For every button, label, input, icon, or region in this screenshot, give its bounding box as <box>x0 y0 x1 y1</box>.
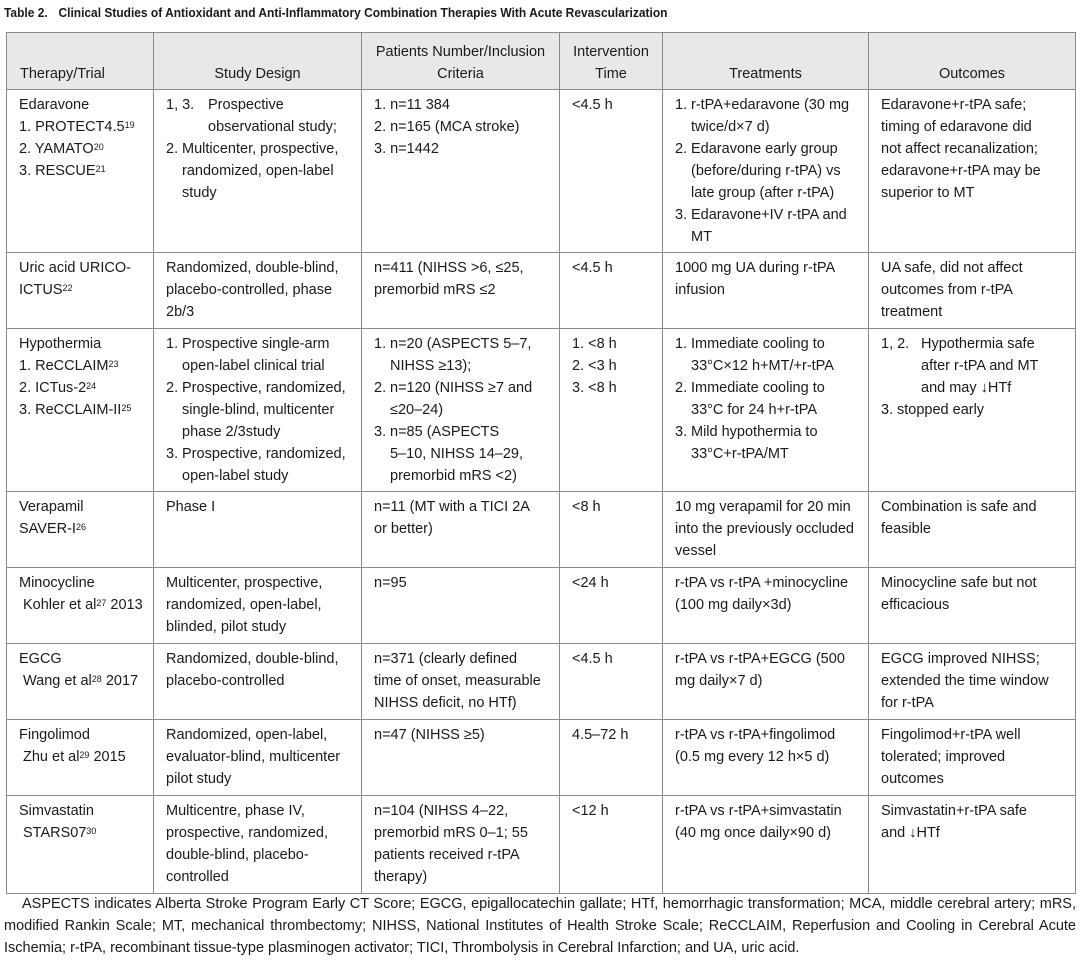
patients-list <box>374 333 551 487</box>
list-item <box>675 377 860 421</box>
design-cell <box>154 644 362 720</box>
design-cell <box>154 329 362 492</box>
design-text: Randomized, open-label, evaluator-blind, multicenter pilot study <box>166 727 341 787</box>
time-cell <box>560 796 663 894</box>
therapy-name: Simvastatin <box>19 803 94 819</box>
trial-name: Wang et al <box>23 673 92 689</box>
trial-line <box>19 594 145 616</box>
item-number: 2. <box>166 141 179 157</box>
outcomes-text: UA safe, did not affect outcomes from r-tPA treatment <box>881 260 1023 320</box>
patients-cell <box>362 492 560 568</box>
item-text: n=20 (ASPECTS 5–7, NIHSS ≥13); <box>390 336 532 374</box>
treatment-cell <box>663 329 869 492</box>
treatment-text: r-tPA vs r-tPA+fingolimod (0.5 mg every 12 h×5 d) <box>675 727 836 765</box>
design-text: Multicenter, prospective, randomized, open-label, blinded, pilot study <box>166 575 323 635</box>
time-cell <box>560 90 663 253</box>
item-text: Edaravone+IV r-tPA and MT <box>691 207 847 245</box>
outcomes-cell <box>869 796 1076 894</box>
patients-cell <box>362 253 560 329</box>
trial-line <box>19 822 145 844</box>
table-row <box>7 329 1076 492</box>
trial-line <box>19 746 145 768</box>
list-item <box>881 399 1067 421</box>
treatment-cell <box>663 568 869 644</box>
time-text: <4.5 h <box>572 260 613 276</box>
item-text: Prospective observational study; <box>208 97 337 135</box>
column-header-design: Study Design <box>154 33 362 90</box>
list-item <box>675 421 860 465</box>
item-text: Prospective, randomized, single-blind, multicenter phase 2/3study <box>182 380 346 440</box>
column-header-outcomes: Outcomes <box>869 33 1076 90</box>
therapy-name: Minocycline <box>19 575 95 591</box>
time-cell <box>560 253 663 329</box>
time-text: <4.5 h <box>572 97 613 113</box>
list-item <box>675 204 860 248</box>
list-item <box>675 94 860 138</box>
item-text: Mild hypothermia to 33°C+r-tPA/MT <box>691 424 818 462</box>
table-row <box>7 253 1076 329</box>
time-text: <12 h <box>572 803 609 819</box>
outcomes-text: Simvastatin+r-tPA safe and ↓HTf <box>881 803 1027 841</box>
treatment-text: 10 mg verapamil for 20 min into the previously occluded vessel <box>675 499 854 559</box>
patients-cell <box>362 720 560 796</box>
item-text: n=85 (ASPECTS 5–10, NIHSS 14–29, premorbid mRS <2) <box>390 424 524 484</box>
item-number: 1. <box>675 336 688 352</box>
therapy-cell <box>7 253 154 329</box>
list-item <box>166 94 353 138</box>
reference-superscript: 29 <box>79 750 90 760</box>
item-number: 3. <box>374 424 387 440</box>
therapy-name: Uric acid URICO- ICTUS <box>19 260 131 298</box>
treatment-list <box>675 333 860 465</box>
time-cell <box>560 568 663 644</box>
patients-cell <box>362 796 560 894</box>
item-text: r-tPA+edaravone (30 mg twice/d×7 d) <box>691 97 850 135</box>
item-text: Prospective, randomized, open-label study <box>182 446 346 484</box>
time-text: <8 h <box>572 499 601 515</box>
design-text: Multicentre, phase IV, prospective, randomized, double-blind, placebo- controlled <box>166 803 328 885</box>
table-footnote: ASPECTS indicates Alberta Stroke Program Early CT Score; EGCG, epigallocatechin gallate; HTf, hemorrhagic transformation; MCA, middle cerebral artery; mRS, modified Rankin Scale; MT, mechanical thrombectomy; NIHSS, National Institutes of Health Stroke Scale; ReCCLAIM, Reperfusion and Cooling in Cerebral Acute Ischemia; r-tPA, recombinant tissue-type plasminogen activator; TICI, Thrombolysis in Cerebral Infarction; and UA, uric acid. <box>4 896 1076 956</box>
design-cell <box>154 492 362 568</box>
time-text: 1. <8 h 2. <3 h 3. <8 h <box>572 336 617 396</box>
trial-line <box>19 160 145 182</box>
treatment-cell <box>663 492 869 568</box>
item-number: 2. <box>675 380 688 396</box>
time-text: 4.5–72 h <box>572 727 629 743</box>
trial-name: 2. ICTus-2 <box>19 380 87 396</box>
item-text: stopped early <box>897 402 985 418</box>
patients-text: n=47 (NIHSS ≥5) <box>374 727 485 743</box>
column-header-treatments: Treatments <box>663 33 869 90</box>
list-item <box>166 443 353 487</box>
outcomes-cell <box>869 90 1076 253</box>
outcomes-cell <box>869 720 1076 796</box>
list-item <box>675 333 860 377</box>
table-row <box>7 796 1076 894</box>
list-item <box>166 138 353 204</box>
treatment-list <box>675 94 860 248</box>
trial-name: 1. PROTECT4.5 <box>19 119 125 135</box>
trial-name: 3. ReCCLAIM-II <box>19 402 122 418</box>
item-number: 2. <box>675 141 688 157</box>
trial-name: 3. RESCUE <box>19 163 96 179</box>
trial-line <box>19 377 145 399</box>
design-list <box>166 333 353 487</box>
list-item <box>374 421 551 487</box>
time-cell <box>560 492 663 568</box>
therapy-name: Fingolimod <box>19 727 90 743</box>
list-item <box>374 333 551 377</box>
treatment-text: r-tPA vs r-tPA+simvastatin (40 mg once daily×90 d) <box>675 803 842 841</box>
time-cell <box>560 720 663 796</box>
design-text: Phase I <box>166 499 216 515</box>
trial-name: Zhu et al <box>23 749 80 765</box>
trial-line <box>19 116 145 138</box>
studies-table <box>6 32 1076 894</box>
reference-superscript: 28 <box>91 674 102 684</box>
therapy-cell <box>7 492 154 568</box>
list-item <box>374 377 551 421</box>
treatment-cell <box>663 644 869 720</box>
outcomes-cell <box>869 253 1076 329</box>
column-header-patients: Patients Number/Inclusion Criteria <box>362 33 560 90</box>
trial-line <box>19 138 145 160</box>
item-number: 1, 2. <box>881 336 910 352</box>
outcomes-text: EGCG improved NIHSS; extended the time window for r-tPA <box>881 651 1049 711</box>
outcomes-cell <box>869 329 1076 492</box>
reference-superscript: 19 <box>124 120 135 130</box>
table-row <box>7 644 1076 720</box>
table-row <box>7 568 1076 644</box>
item-text: Immediate cooling to 33°C for 24 h+r-tPA <box>691 380 825 418</box>
reference-superscript: 27 <box>96 598 107 608</box>
item-number: 1. <box>374 336 387 352</box>
table-row <box>7 90 1076 253</box>
list-item <box>675 138 860 204</box>
design-cell <box>154 90 362 253</box>
patients-text: 1. n=11 384 2. n=165 (MCA stroke) 3. n=1442 <box>374 97 520 157</box>
therapy-name: Edaravone <box>19 97 90 113</box>
reference-superscript: 26 <box>75 522 86 532</box>
design-cell <box>154 720 362 796</box>
reference-superscript: 21 <box>95 164 106 174</box>
patients-text: n=411 (NIHSS >6, ≤25, premorbid mRS ≤2 <box>374 260 524 298</box>
treatment-cell <box>663 90 869 253</box>
reference-superscript: 22 <box>62 283 73 293</box>
outcomes-text: Edaravone+r-tPA safe; timing of edaravone did not affect recanalization; edaravone+r-tPA may be superior to MT <box>881 97 1041 201</box>
therapy-name: Hypothermia <box>19 336 102 352</box>
trial-name: 2. YAMATO <box>19 141 94 157</box>
reference-superscript: 23 <box>108 359 119 369</box>
trial-name: 1. ReCCLAIM <box>19 358 109 374</box>
trial-name: Kohler et al <box>23 597 97 613</box>
item-text: n=120 (NIHSS ≥7 and ≤20–24) <box>390 380 533 418</box>
patients-text: n=11 (MT with a TICI 2A or better) <box>374 499 530 537</box>
item-text: Immediate cooling to 33°C×12 h+MT/+r-tPA <box>691 336 834 374</box>
patients-cell <box>362 644 560 720</box>
therapy-name: EGCG <box>19 651 62 667</box>
design-text: Randomized, double-blind, placebo-controlled, phase 2b/3 <box>166 260 339 320</box>
item-number: 1. <box>675 97 688 113</box>
design-cell <box>154 253 362 329</box>
trial-name: STARS07 <box>23 825 87 841</box>
table-title: Clinical Studies of Antioxidant and Anti-Inflammatory Combination Therapies With Acute Revascularization <box>58 5 668 20</box>
item-number: 2. <box>374 380 387 396</box>
item-number: 1. <box>166 336 179 352</box>
table-row <box>7 492 1076 568</box>
time-text: <4.5 h <box>572 651 613 667</box>
outcomes-text: Combination is safe and feasible <box>881 499 1037 537</box>
reference-superscript: 24 <box>86 381 97 391</box>
time-cell <box>560 644 663 720</box>
design-list <box>166 94 353 204</box>
time-cell <box>560 329 663 492</box>
item-number: 1, 3. <box>166 97 195 113</box>
table-label: Table 2. <box>4 5 48 20</box>
outcomes-cell <box>869 492 1076 568</box>
table-row <box>7 720 1076 796</box>
outcomes-list <box>881 333 1067 421</box>
reference-superscript: 30 <box>86 826 97 836</box>
column-header-therapy: Therapy/Trial <box>7 33 154 90</box>
patients-text: n=371 (clearly defined time of onset, measurable NIHSS deficit, no HTf) <box>374 651 541 711</box>
outcomes-cell <box>869 644 1076 720</box>
list-item <box>166 377 353 443</box>
reference-superscript: 20 <box>93 142 104 152</box>
list-item <box>881 333 1067 399</box>
therapy-cell <box>7 568 154 644</box>
outcomes-text: Fingolimod+r-tPA well tolerated; improved outcomes <box>881 727 1021 787</box>
item-number: 2. <box>166 380 179 396</box>
list-item <box>166 333 353 377</box>
therapy-name: Verapamil SAVER-I <box>19 499 84 537</box>
item-number: 3. <box>166 446 179 462</box>
reference-superscript: 25 <box>121 403 132 413</box>
item-number: 3. <box>881 402 894 418</box>
trial-line <box>19 355 145 377</box>
item-text: Prospective single-arm open-label clinical trial <box>182 336 330 374</box>
therapy-cell <box>7 329 154 492</box>
trial-year: 2013 <box>106 597 143 613</box>
item-number: 3. <box>675 424 688 440</box>
patients-text: n=104 (NIHSS 4–22, premorbid mRS 0–1; 55 patients received r-tPA therapy) <box>374 803 528 885</box>
outcomes-cell <box>869 568 1076 644</box>
therapy-cell <box>7 720 154 796</box>
design-text: Randomized, double-blind, placebo-controlled <box>166 651 339 689</box>
treatment-cell <box>663 720 869 796</box>
header-row <box>7 33 1076 90</box>
treatment-text: r-tPA vs r-tPA +minocycline (100 mg daily×3d) <box>675 575 849 613</box>
item-number: 3. <box>675 207 688 223</box>
therapy-cell <box>7 90 154 253</box>
trial-year: 2015 <box>89 749 126 765</box>
column-header-time: Intervention Time <box>560 33 663 90</box>
item-text: Multicenter, prospective, randomized, open-label study <box>182 141 339 201</box>
treatment-cell <box>663 253 869 329</box>
trial-line <box>19 399 145 421</box>
time-text: <24 h <box>572 575 609 591</box>
trial-line <box>19 670 145 692</box>
table-caption <box>4 3 967 23</box>
treatment-text: 1000 mg UA during r-tPA infusion <box>675 260 836 298</box>
patients-cell <box>362 90 560 253</box>
patients-cell <box>362 568 560 644</box>
trial-year: 2017 <box>101 673 139 689</box>
design-cell <box>154 796 362 894</box>
treatment-text: r-tPA vs r-tPA+EGCG (500 mg daily×7 d) <box>675 651 845 689</box>
item-text: Hypothermia safe after r-tPA and MT and may ↓HTf <box>921 336 1039 396</box>
treatment-cell <box>663 796 869 894</box>
outcomes-text: Minocycline safe but not efficacious <box>881 575 1037 613</box>
patients-cell <box>362 329 560 492</box>
design-cell <box>154 568 362 644</box>
item-text: Edaravone early group (before/during r-tPA) vs late group (after r-tPA) <box>691 141 841 201</box>
patients-text: n=95 <box>374 575 407 591</box>
therapy-cell <box>7 644 154 720</box>
therapy-cell <box>7 796 154 894</box>
